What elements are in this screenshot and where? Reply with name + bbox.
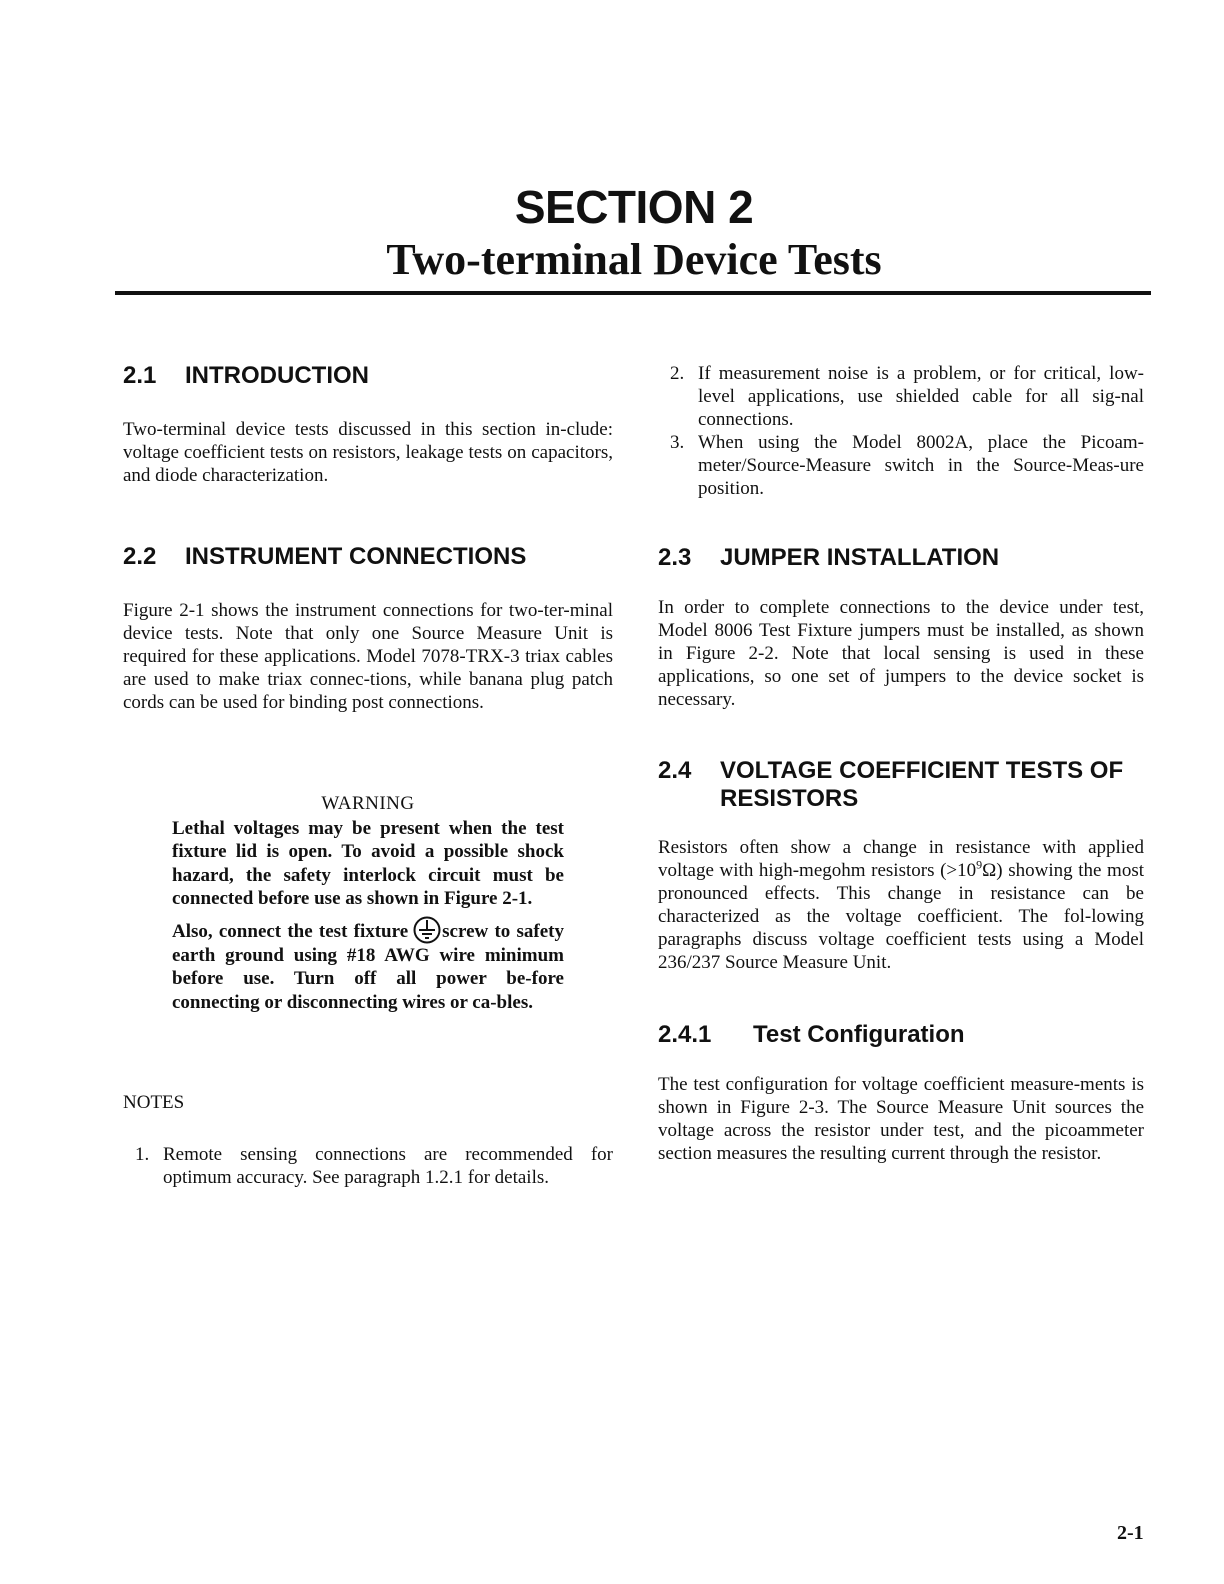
heading-2-3 <box>658 544 1148 572</box>
notes-list-right <box>660 362 1144 500</box>
instrument-connections-paragraph: Figure 2-1 shows the instrument connections for two-ter-minal device tests. Note that only one Source Measure Unit is required for these applications. Model 7078-TRX-3 triax cables are used to make triax connec-tions, while banana plug patch cords can be used for binding post connections. <box>123 600 613 713</box>
intro-paragraph: Two-terminal device tests discussed in this section in-clude: voltage coefficient tests on resistors, leakage tests on capacitors, and diode characterization. <box>123 419 613 486</box>
heading-2-4-1 <box>658 1021 1148 1049</box>
heading-2-1 <box>123 362 613 390</box>
list-item-number: 1. <box>135 1144 150 1165</box>
ground-symbol-icon <box>413 916 441 944</box>
list-item-number: 2. <box>670 363 685 384</box>
heading-number: 2.3 <box>658 544 692 571</box>
exponent: 9 <box>976 857 983 872</box>
heading-text: INTRODUCTION <box>185 362 369 389</box>
list-item-text: If measurement noise is a problem, or for critical, low-level applications, use shielded cable for all sig-nal connections. <box>698 363 1144 430</box>
section-title: Two-terminal Device Tests <box>386 235 882 284</box>
section-number: SECTION 2 <box>514 181 754 233</box>
list-item-text: Remote sensing connections are recommended for optimum accuracy. See paragraph 1.2.1 for details. <box>163 1144 613 1188</box>
warning-title: WARNING <box>321 793 415 814</box>
heading-text: Test Configuration <box>753 1021 965 1048</box>
warning-text-2a: Also, connect the test fixture <box>172 921 409 943</box>
notes-title: NOTES <box>123 1092 185 1113</box>
heading-number: 2.2 <box>123 543 157 570</box>
list-item <box>660 362 1144 431</box>
list-item <box>660 431 1144 500</box>
list-item <box>125 1143 613 1189</box>
heading-text: INSTRUMENT CONNECTIONS <box>185 543 527 570</box>
paragraph-text-b: Ω) showing the most pronounced effects. This change in resistance can be characterized as the voltage coefficient. The fol-lowing paragraphs discuss voltage coefficient tests using a Model 236/237 Source Measure Unit. <box>658 860 1144 973</box>
warning-box <box>172 817 564 1014</box>
voltage-coefficient-paragraph <box>658 836 1144 974</box>
test-configuration-paragraph: The test configuration for voltage coefficient measure-ments is shown in Figure 2-3. The Source Measure Unit sources the voltage across the resistor under test, and the picoammeter section measures the resulting current through the resistor. <box>658 1074 1144 1164</box>
warning-text-2b: screw to safety earth ground using #18 AWG wire minimum before use. Turn off all power be-fore connecting or disconnecting wires or ca-bles. <box>172 921 564 1013</box>
warning-text-1: Lethal voltages may be present when the test fixture lid is open. To avoid a possible shock hazard, the safety interlock circuit must be connected before use as shown in Figure 2-1. <box>172 818 564 909</box>
notes-list-left <box>125 1143 613 1189</box>
heading-number: 2.1 <box>123 362 157 389</box>
warning-text-2 <box>172 916 564 1014</box>
page-number: 2-1 <box>1117 1522 1144 1544</box>
heading-text-line2: RESISTORS <box>720 785 859 812</box>
heading-2-4 <box>658 757 1148 813</box>
heading-text: VOLTAGE COEFFICIENT TESTS OF <box>720 757 1124 784</box>
title-rule <box>115 291 1151 295</box>
heading-2-2 <box>123 543 613 571</box>
paragraph-text-a: Resistors often show a change in resistance with applied voltage with high-megohm resistors (>10 <box>658 837 1144 881</box>
heading-number: 2.4.1 <box>658 1021 712 1048</box>
heading-number: 2.4 <box>658 757 692 784</box>
list-item-text: When using the Model 8002A, place the Picoam-meter/Source-Measure switch in the Source-Meas-ure position. <box>698 432 1144 499</box>
list-item-number: 3. <box>670 432 685 453</box>
jumper-installation-paragraph: In order to complete connections to the device under test, Model 8006 Test Fixture jumpers must be installed, as shown in Figure 2-2. Note that local sensing is used in these applications, so one set of jumpers to the device socket is necessary. <box>658 597 1144 710</box>
heading-text: JUMPER INSTALLATION <box>720 544 1000 571</box>
